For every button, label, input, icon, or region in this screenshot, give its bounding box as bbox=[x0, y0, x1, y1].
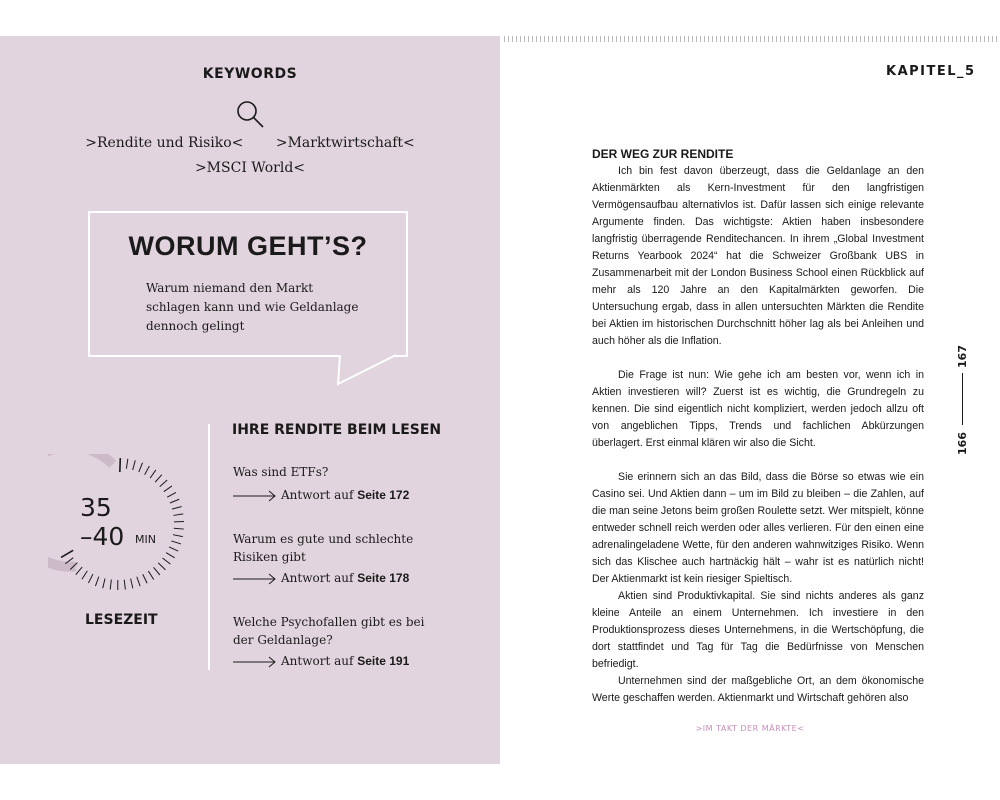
reading-time-label: LESEZEIT bbox=[85, 612, 158, 628]
answer-prefix: Antwort auf bbox=[281, 571, 358, 585]
keywords-title: KEYWORDS bbox=[202, 66, 298, 82]
speech-bubble bbox=[88, 211, 408, 357]
bubble-title: WORUM GEHT’S? bbox=[128, 231, 368, 261]
keyword-row-2 bbox=[0, 160, 500, 176]
keyword-item: >Rendite und Risiko< bbox=[85, 135, 244, 151]
page-number-right: 167 bbox=[955, 345, 969, 368]
reading-time-from: 35 bbox=[80, 493, 112, 522]
section-title: DER WEG ZUR RENDITE bbox=[592, 147, 734, 161]
reading-time-unit: MIN bbox=[135, 533, 156, 546]
reading-time-to: –40 bbox=[80, 522, 125, 551]
answer-page-link: Seite 178 bbox=[357, 571, 410, 585]
bubble-text: Warum niemand den Markt schlagen kann und wie Geldanlage dennoch gelingt bbox=[146, 281, 359, 333]
page-number-divider bbox=[962, 373, 963, 425]
answer-prefix: Antwort auf bbox=[281, 654, 358, 668]
question-3: Welche Psychofallen gibt es bei der Geldanlage? bbox=[233, 615, 425, 647]
returns-title: IHRE RENDITE BEIM LESEN bbox=[232, 422, 442, 438]
page-number-left: 166 bbox=[955, 432, 969, 455]
body-text bbox=[592, 163, 924, 707]
page-edge-ticks bbox=[504, 36, 1000, 42]
answer-page-link: Seite 191 bbox=[357, 654, 410, 668]
book-spread bbox=[0, 36, 1000, 764]
keyword-item: >Marktwirtschaft< bbox=[275, 135, 415, 151]
paragraph: Aktien sind Produktivkapital. Sie sind nichts anderes als ganz kleine Anteile an einem Unternehmen. Ich investiere in den Produktionsprozess dieses Unternehmens, in die Wertschöpfung, die dort stattfindet und Tag für Tag die Bedürfnisse von Menschen befriedigt. bbox=[592, 590, 924, 670]
question-2: Warum es gute und schlechte Risiken gibt bbox=[233, 532, 414, 564]
keyword-item: >MSCI World< bbox=[194, 160, 306, 176]
paragraph: Unternehmen sind der maßgebliche Ort, an dem ökonomische Werte geschaffen werden. Aktienmarkt und Wirtschaft gehören also bbox=[592, 675, 924, 704]
vertical-divider bbox=[208, 424, 210, 670]
running-footer: >IM TAKT DER MÄRKTE< bbox=[695, 724, 805, 733]
paragraph: Sie erinnern sich an das Bild, dass die Börse so etwas wie ein Casino sei. Und Aktien dann – um im Bild zu bleiben – die Zahlen, auf die man seine Jetons beim großen Roulette setzt. Wer mitspielt, könne entweder schnell reich werden oder alles verlieren. Für den einen eine adrenalingeladene Wette, für den anderen wahnwitziges Risiko. Wenn sich das Klischee auch hartnäckig hält – wahr ist es natürlich nicht! Der Aktienmarkt ist kein riesiger Spieltisch. bbox=[592, 471, 924, 585]
answer-page-link: Seite 172 bbox=[357, 488, 410, 502]
keyword-row-1 bbox=[0, 135, 500, 151]
paragraph: Ich bin fest davon überzeugt, dass die Geldanlage an den Aktienmärkten als Kern-Investment für den langfristigen Vermögensaufbau alternativlos ist. Dafür lassen sich einige relevante Argumente finden. Das wichtigste: Aktien haben insbesondere langfristig überragende Renditechancen. In ihrem „Global Investment Returns Yearbook 2024“ hat die Schweizer Großbank UBS in Zusammenarbeit mit der London Business School einen Rückblick auf mehr als 120 Jahre an den Kapitalmärkten geworfen. Die Untersuchung ergab, dass in allen untersuchten Märkten die Rendite bei Aktien im historischen Durchschnitt höher lag als bei Anleihen und auch höher als die Inflation. bbox=[592, 165, 924, 347]
speech-bubble-tail bbox=[336, 354, 400, 386]
search-icon bbox=[234, 98, 266, 130]
answer-prefix: Antwort auf bbox=[281, 488, 358, 502]
question-1: Was sind ETFs? bbox=[233, 465, 329, 479]
arrow-right-icon bbox=[233, 490, 277, 502]
arrow-right-icon bbox=[233, 573, 277, 585]
arrow-right-icon bbox=[233, 656, 277, 668]
chapter-label: KAPITEL_5 bbox=[886, 64, 976, 79]
paragraph: Die Frage ist nun: Wie gehe ich am besten vor, wenn ich in Aktien investieren will? Zuerst ist es wichtig, die Grundregeln zu kennen. Die sind eigentlich nicht kompliziert, werden jedoch allzu oft von angeblichen Tipps, Trends und fachlichen Abkürzungen überlagert. Erst einmal klären wir also die Sicht. bbox=[592, 369, 924, 449]
left-page bbox=[0, 36, 500, 764]
